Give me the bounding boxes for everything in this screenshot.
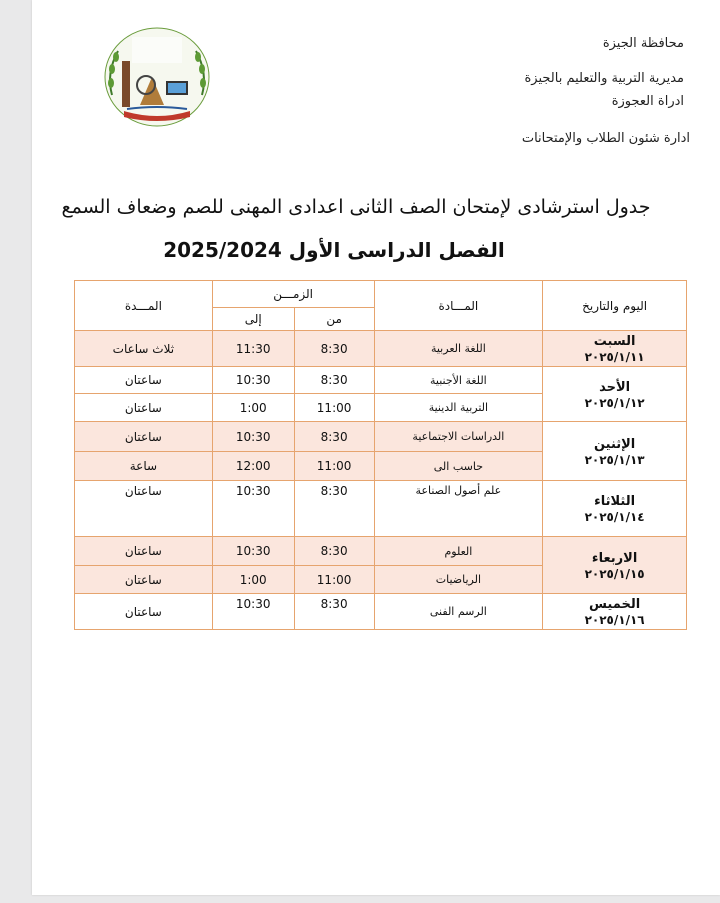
- duration-cell: ساعتان: [75, 537, 213, 566]
- day-cell: [543, 367, 687, 422]
- document-page: [32, 0, 720, 895]
- header-duration: المـــدة: [75, 281, 213, 331]
- from-cell: 8:30: [294, 367, 374, 394]
- from-cell: 8:30: [294, 594, 374, 630]
- subject-cell: اللغة العربية: [374, 331, 543, 367]
- duration-cell: ساعتان: [75, 422, 213, 452]
- subject-cell: علم أصول الصناعة: [374, 481, 543, 537]
- table-row: [75, 481, 687, 537]
- day-name: الثلاثاء: [594, 494, 636, 509]
- day-cell: [543, 537, 687, 594]
- table-row: [75, 367, 687, 394]
- directorate-label: مديرية التربية والتعليم بالجيزة: [524, 71, 684, 86]
- to-cell: 12:00: [212, 452, 294, 481]
- subject-cell: الرسم الفنى: [374, 594, 543, 630]
- to-cell: 10:30: [212, 422, 294, 452]
- day-cell: [543, 481, 687, 537]
- administration-label: ادراة العجوزة: [611, 94, 684, 109]
- day-name: الاربعاء: [591, 550, 638, 566]
- from-cell: 8:30: [294, 537, 374, 566]
- department-label: ادارة شئون الطلاب والإمتحانات: [521, 131, 690, 146]
- from-cell: 8:30: [294, 331, 374, 367]
- from-cell: 11:00: [294, 452, 374, 481]
- from-cell: 11:00: [294, 394, 374, 422]
- from-cell: 11:00: [294, 566, 374, 594]
- day-date: ٢٠٢٥/١/١٣: [584, 452, 645, 467]
- day-name: السبت: [593, 334, 636, 349]
- subject-cell: التربية الدينية: [374, 394, 543, 422]
- header-subject: المـــادة: [374, 281, 543, 331]
- day-name: الإثنين: [593, 436, 636, 452]
- to-cell: 1:00: [212, 394, 294, 422]
- header-from: من: [294, 308, 374, 331]
- day-cell: [543, 331, 687, 367]
- day-date: ٢٠٢٥/١/١٦: [584, 613, 645, 627]
- subject-cell: حاسب الى: [374, 452, 543, 481]
- to-cell: 10:30: [212, 481, 294, 537]
- duration-cell: ثلاث ساعات: [75, 331, 213, 367]
- directorate-logo: [102, 25, 212, 130]
- term-subtitle: الفصل الدراسى الأول 2025/2024: [163, 238, 505, 262]
- header-time: الزمـــن: [212, 281, 374, 308]
- to-cell: 10:30: [212, 537, 294, 566]
- header-to: إلى: [212, 308, 294, 331]
- table-row: [75, 422, 687, 452]
- to-cell: 1:00: [212, 566, 294, 594]
- document-title: جدول استرشادى لإمتحان الصف الثانى اعدادى المهنى للصم وضعاف السمع: [61, 196, 651, 218]
- subject-cell: الرياضيات: [374, 566, 543, 594]
- day-date: ٢٠٢٥/١/١٤: [584, 510, 645, 524]
- governorate-label: محافظة الجيزة: [602, 36, 684, 51]
- from-cell: 8:30: [294, 481, 374, 537]
- to-cell: 10:30: [212, 367, 294, 394]
- day-date: ٢٠٢٥/١/١٢: [584, 395, 645, 410]
- to-cell: 11:30: [212, 331, 294, 367]
- duration-cell: ساعتان: [75, 367, 213, 394]
- from-cell: 8:30: [294, 422, 374, 452]
- exam-schedule-table: [74, 280, 687, 630]
- table-row: [75, 331, 687, 367]
- table-row: [75, 537, 687, 566]
- duration-cell: ساعة: [75, 452, 213, 481]
- subject-cell: العلوم: [374, 537, 543, 566]
- duration-cell: ساعتان: [75, 394, 213, 422]
- duration-cell: ساعتان: [75, 566, 213, 594]
- subject-cell: الدراسات الاجتماعية: [374, 422, 543, 452]
- day-cell: [543, 594, 687, 630]
- day-name: الخميس: [589, 597, 641, 612]
- day-date: ٢٠٢٥/١/١٥: [584, 566, 645, 581]
- day-cell: [543, 422, 687, 481]
- header-day-date: اليوم والتاريخ: [543, 281, 687, 331]
- subject-cell: اللغة الأجنبية: [374, 367, 543, 394]
- duration-cell: ساعتان: [75, 481, 213, 537]
- table-row: [75, 594, 687, 630]
- day-date: ٢٠٢٥/١/١١: [584, 350, 645, 364]
- to-cell: 10:30: [212, 594, 294, 630]
- day-name: الأحد: [599, 379, 631, 395]
- duration-cell: ساعتان: [75, 594, 213, 630]
